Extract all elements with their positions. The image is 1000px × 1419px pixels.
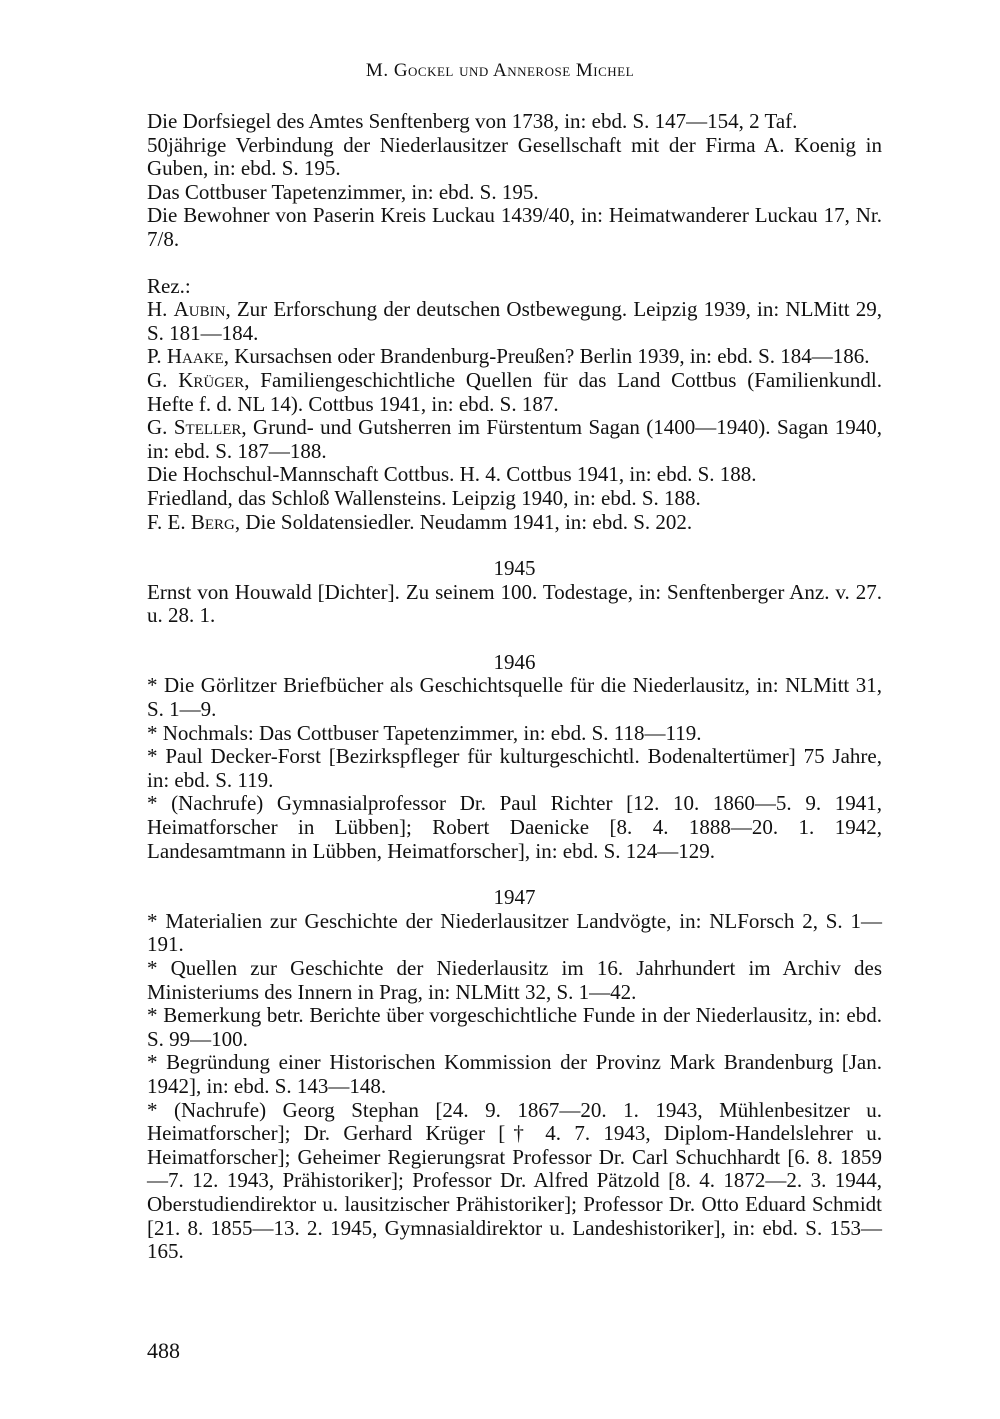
author-name: Krüger <box>178 367 245 392</box>
year-heading: 1947 <box>493 885 536 910</box>
review-entry: Die Hochschul-Mannschaft Cottbus. H. 4. Cottbus 1941, in: ebd. S. 188. <box>147 462 757 487</box>
review-entry: G. Steller, Grund- und Gutsherren im Fürstentum Sagan (1400—1940). Sagan 1940, in: ebd. S. 187—188. <box>147 415 882 463</box>
year-heading: 1946 <box>493 649 536 674</box>
review-entry: H. Aubin, Zur Erforschung der deutschen Ostbewegung. Leipzig 1939, in: NLMitt 29, S. 181—184. <box>147 297 882 345</box>
year-heading: 1945 <box>493 556 536 581</box>
reviews-label: Rez.: <box>147 273 191 298</box>
bibliography-entry: * Bemerkung betr. Berichte über vorgeschichtliche Funde in der Niederlausitz, in: ebd. S. 99—100. <box>147 1003 882 1051</box>
bibliography-entry: Die Dorfsiegel des Amtes Senftenberg von 1738, in: ebd. S. 147—154, 2 Taf. <box>147 109 798 133</box>
spacer <box>147 628 882 651</box>
bibliography-entry: 50jährige Verbindung der Niederlausitzer Gesellschaft mit der Firma A. Koenig in Guben, in: ebd. S. 195. <box>147 132 882 181</box>
bibliography-entry: Das Cottbuser Tapetenzimmer, in: ebd. S. 195. <box>147 179 539 204</box>
bibliography-entry: * Nochmals: Das Cottbuser Tapetenzimmer, in: ebd. S. 118—119. <box>147 720 702 745</box>
bibliography-entry: Die Bewohner von Paserin Kreis Luckau 1439/40, in: Heimatwanderer Luckau 17, Nr. 7/8. <box>147 203 882 251</box>
page-number: 488 <box>147 1338 180 1363</box>
bibliography-body <box>147 110 882 1264</box>
author-name: Aubin <box>173 297 226 322</box>
bibliography-entry: * (Nachrufe) Georg Stephan [24. 9. 1867—20. 1. 1943, Mühlenbesitzer u. Heimatforscher]; Dr. Gerhard Krüger [† 4. 7. 1943, Diplom-Handelslehrer u. Heimatforscher]; Geheimer Regierungsrat Professor Dr. Carl Schuchhardt [6. 8. 1859—7. 12. 1943, Prähistoriker]; Professor Dr. Alfred Pätzold [8. 4. 1872—2. 3. 1944, Oberstudiendirektor u. lausitzischer Prähistoriker]; Professor Dr. Otto Eduard Schmidt [21. 8. 1855—13. 2. 1945, Gymnasialdirektor u. Landeshistoriker], in: ebd. S. 153—165. <box>147 1097 882 1264</box>
bibliography-entry: * (Nachrufe) Gymnasialprofessor Dr. Paul Richter [12. 10. 1860—5. 9. 1941, Heimatforscher in Lübben]; Robert Daenicke [8. 4. 1888—20. 1. 1942, Landesamtmann in Lübben, Heimatforscher], in: ebd. S. 124—129. <box>147 791 882 863</box>
review-entry: Friedland, das Schloß Wallensteins. Leipzig 1940, in: ebd. S. 188. <box>147 485 701 510</box>
bibliography-entry: * Begründung einer Historischen Kommission der Provinz Mark Brandenburg [Jan. 1942], in: ebd. S. 143—148. <box>147 1050 882 1098</box>
author-name: Haake <box>166 344 224 369</box>
author-name: Steller <box>173 415 242 440</box>
spacer <box>147 534 882 557</box>
bibliography-entry: * Die Görlitzer Briefbücher als Geschichtsquelle für die Niederlausitz, in: NLMitt 31, S. 1—9. <box>147 673 882 722</box>
running-header: M. Gockel und Annerose Michel <box>365 60 635 81</box>
bibliography-entry: * Quellen zur Geschichte der Niederlausitz im 16. Jahrhundert im Archiv des Ministeriums des Innern in Prag, in: NLMitt 32, S. 1—42. <box>147 956 882 1004</box>
bibliography-entry: Ernst von Houwald [Dichter]. Zu seinem 100. Todestage, in: Senftenberger Anz. v. 27. u. 28. 1. <box>147 579 882 628</box>
bibliography-entry: * Materialien zur Geschichte der Niederlausitzer Landvögte, in: NLForsch 2, S. 1—191. <box>147 908 882 957</box>
review-entry: F. E. Berg, Die Soldatensiedler. Neudamm 1941, in: ebd. S. 202. <box>147 509 693 534</box>
spacer <box>147 252 882 275</box>
author-name: Berg <box>190 509 235 534</box>
review-entry: G. Krüger, Familiengeschichtliche Quellen für das Land Cottbus (Familienkundl. Hefte f. d. NL 14). Cottbus 1941, in: ebd. S. 187. <box>147 367 882 416</box>
spacer <box>147 863 882 886</box>
bibliography-entry: * Paul Decker-Forst [Bezirkspfleger für kulturgeschichtl. Bodenaltertümer] 75 Jahre, in: ebd. S. 119. <box>147 744 882 792</box>
review-entry: P. Haake, Kursachsen oder Brandenburg-Preußen? Berlin 1939, in: ebd. S. 184—186. <box>147 344 870 369</box>
